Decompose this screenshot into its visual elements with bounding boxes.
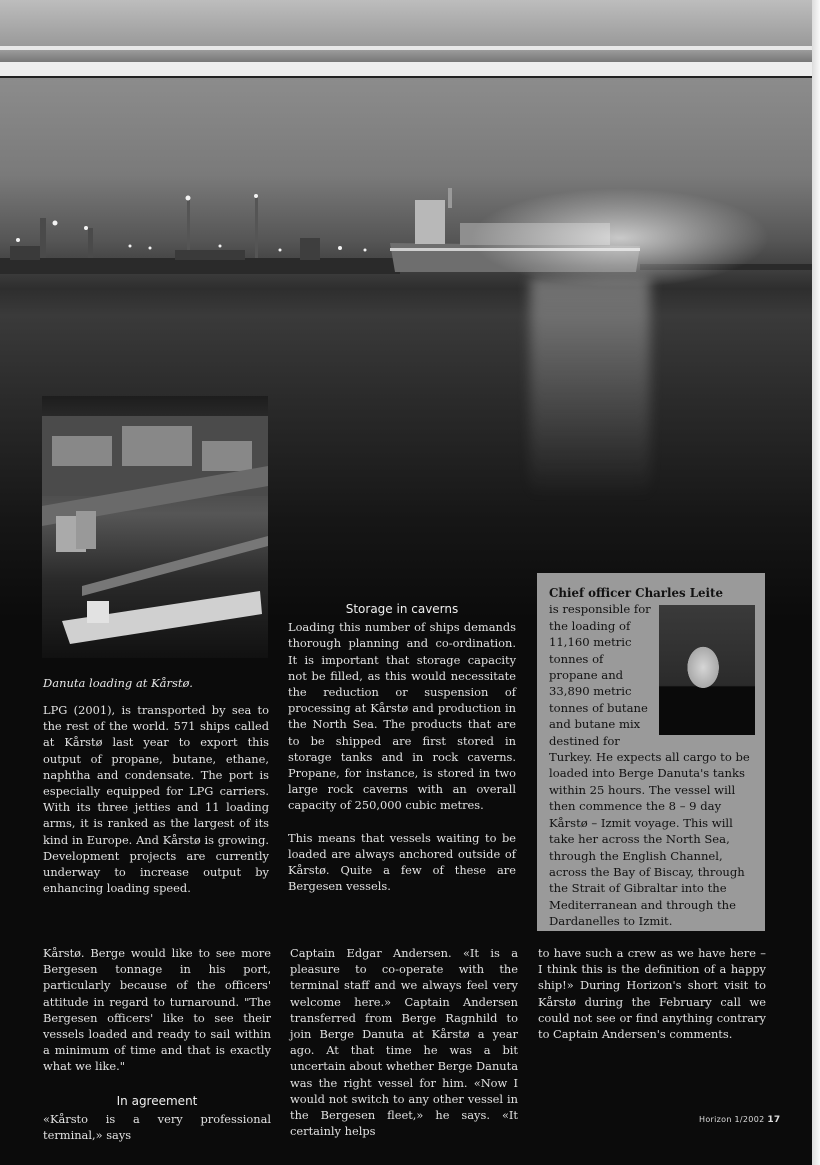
chief-officer-sidebar: [537, 573, 765, 931]
top-band: [0, 0, 812, 46]
body-column-2: [288, 601, 516, 894]
paragraph-crew: to have such a crew as we have here – I think this is the definition of a happy ship!» During Horizon's short visit to Kårstø during the February call we could not see or find anything contrary to Captain Andersen's comments.: [538, 946, 766, 1042]
paragraph-berge: Kårstø. Berge would like to see more Bergesen tonnage in his port, particularly because of the officers' attitude in regard to turnaround. "The Bergesen officers' like to see their vessels loaded and ready to sail within a minimum of time and that is exactly what we like.": [43, 946, 271, 1074]
terminal-aerial-svg: [42, 396, 268, 658]
paragraph-captain: Captain Edgar Andersen. «It is a pleasure to co-operate with the terminal staff and we always feel very welcome here.» Captain Andersen transferred from Berge Ragnhild to join Berge Danuta at Kårstø a year ago. At that time he was a bit uncertain about whether Berge Danuta was the right vessel for him. «Now I would not switch to any other vessel in the Bergesen fleet,» he says. «It certainly helps: [290, 946, 518, 1139]
paragraph-lpg: LPG (2001), is transported by sea to the rest of the world. 571 ships called at Kårstø last year to export this output of propane, butane, ethane, naphtha and condensate. The port is especially equipped for LPG carriers. With its three jetties and 11 loading arms, it is ranked as the largest of its kind in Europe. And Kårstø is growing. Development projects are currently underway to increase output by enhancing loading speed.: [43, 703, 269, 896]
photo-caption: Danuta loading at Kårstø.: [43, 676, 193, 690]
paragraph-storage-1: Loading this number of ships demands thorough planning and co-ordination. It is important that storage capacity not be filled, as this would necessitate the reduction or suspension of processing at Kårstø and production in the North Sea. The products that are to be shipped are first stored in storage tanks and in rock caverns. Propane, for instance, is stored in two large rock caverns with an overall capacity of 250,000 cubic metres.: [288, 620, 516, 813]
agreement-heading: In agreement: [116, 1093, 198, 1108]
paragraph-agreement: «Kårsto is a very professional terminal,» says: [43, 1111, 271, 1143]
bottom-column-2: [290, 945, 518, 1139]
water-reflection: [530, 278, 650, 498]
top-rule-secondary: [0, 62, 812, 78]
top-band-secondary: [0, 50, 812, 62]
portrait-photo: [659, 605, 755, 735]
paragraph-storage-2: This means that vessels waiting to be loaded are always anchored outside of Kårstø. Quite a few of these are Bergesen vessels.: [288, 830, 516, 894]
sidebar-title: Chief officer Charles Leite: [549, 586, 723, 600]
bottom-column-3: [538, 945, 766, 1042]
footer-publication: Horizon 1/2002: [699, 1115, 765, 1124]
bottom-column-1: [43, 945, 271, 1143]
body-column-1: [43, 702, 269, 896]
page-footer: [699, 1115, 780, 1125]
storage-heading: Storage in caverns: [345, 602, 459, 616]
page-edge: [812, 0, 820, 1165]
sidebar-text: is responsible for the loading of 11,160 metric tonnes of propane and 33,890 metric tonnes of butane and butane mix destined for Turkey. He expects all cargo to be loaded into Berge Danuta's tanks within 25 hours. The vessel will then commence the 8 – 9 day Kårstø – Izmit voyage. This will take her across the North Sea, through the English Channel, across the Bay of Biscay, through the Strait of Gibraltar into the Mediterranean and through the Dardanelles to Izmit.: [549, 602, 750, 929]
light-glow: [470, 188, 770, 288]
page-number: 17: [767, 1115, 781, 1125]
aerial-terminal-photo: [42, 396, 268, 658]
